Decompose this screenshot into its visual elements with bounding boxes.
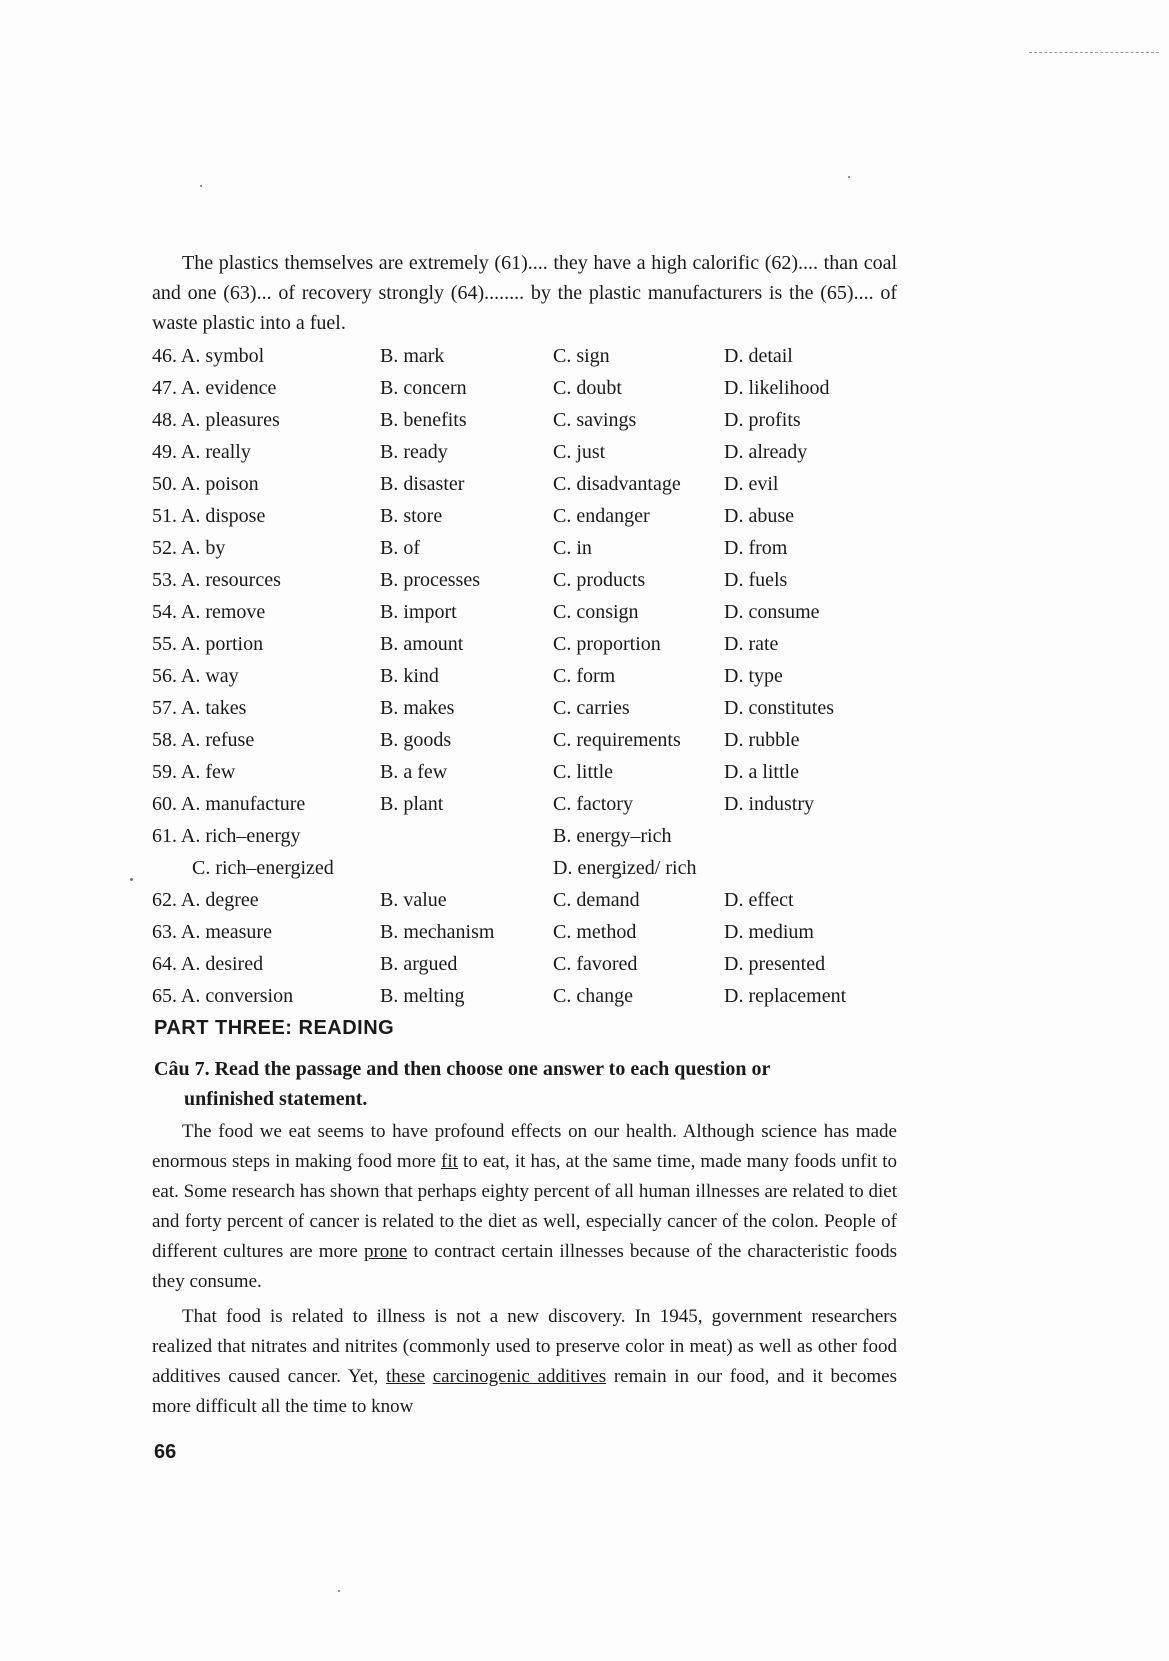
option-b: B. makes [380,697,455,719]
option-d: D. from [724,537,788,559]
option-d: D. abuse [724,505,794,527]
option-b: B. amount [380,633,464,655]
option-c: C. rich–energized [192,857,334,879]
page-number: 66 [154,1441,177,1463]
question-row-59 [152,756,912,788]
option-d: D. presented [724,953,826,975]
question-row-61 [152,820,912,852]
option-b: B. a few [380,761,448,783]
option-a: 47. A. evidence [152,377,277,399]
option-b: B. energy–rich [553,825,672,847]
option-a: 63. A. measure [152,921,272,943]
option-d: D. fuels [724,569,788,591]
answer-options [152,340,912,1012]
option-a: 48. A. pleasures [152,409,280,431]
option-b: B. value [380,889,447,911]
option-b: B. plant [380,793,444,815]
instruction-line-2: unfinished statement. [184,1088,368,1110]
instruction-line-1: Câu 7. Read the passage and then choose one answer to each question or [154,1058,771,1080]
option-b: B. melting [380,985,465,1007]
option-a: 49. A. really [152,441,251,463]
question-row-56 [152,660,912,692]
option-b: B. goods [380,729,452,751]
text-segment: to contract certain illnesses because of the characteristic foods they consume. [152,1241,897,1292]
option-a: 53. A. resources [152,569,281,591]
text-segment: The food we eat seems to have profound effects on our health. Although science has made enormous steps in making food more [152,1121,897,1172]
option-c: C. proportion [553,633,661,655]
option-c: C. carries [553,697,630,719]
underlined-word: these [385,1366,426,1387]
question-row-55 [152,628,912,660]
option-a: 52. A. by [152,537,226,559]
question-row-62 [152,884,912,916]
underlined-word: prone [363,1241,408,1262]
option-b: B. mark [380,345,445,367]
option-a: 55. A. portion [152,633,264,655]
option-d: D. energized/ rich [553,857,697,879]
intro-text: The plastics themselves are extremely (61).... they have a high calorific (62).... than coal and one (63)... of recovery strongly (64)........ by the plastic manufacturers is the (65).... of waste plastic into a fuel. [152,252,897,334]
option-c: C. change [553,985,633,1007]
option-d: D. type [724,665,783,687]
option-c: C. just [553,441,606,463]
option-c: C. little [553,761,613,783]
option-a: 59. A. few [152,761,236,783]
option-a: 51. A. dispose [152,505,266,527]
option-c: C. consign [553,601,639,623]
option-c: C. sign [553,345,610,367]
option-d: D. industry [724,793,814,815]
question-row-54 [152,596,912,628]
option-a: 57. A. takes [152,697,247,719]
option-b: B. processes [380,569,480,591]
option-c: C. method [553,921,637,943]
question-row-46 [152,340,912,372]
question-row-49 [152,436,912,468]
option-c: C. favored [553,953,638,975]
option-c: C. requirements [553,729,681,751]
option-b: B. store [380,505,443,527]
question-row-48 [152,404,912,436]
scan-speck [338,1590,340,1592]
option-a: 64. A. desired [152,953,264,975]
option-a: 56. A. way [152,665,239,687]
option-d: D. replacement [724,985,847,1007]
question-row-50 [152,468,912,500]
question-row-65 [152,980,912,1012]
option-a: 60. A. manufacture [152,793,306,815]
text-segment: remain in our food, and it becomes more difficult all the time to know [152,1366,897,1417]
text-segment: to eat, it has, at the same time, made many foods unfit to eat. Some research has shown that perhaps eighty percent of all human illnesses are related to diet and forty percent of cancer is related to the diet as well, especially cancer of the colon. People of different cultures are more [152,1151,897,1262]
option-b: B. of [380,537,420,559]
reading-paragraph-1 [152,1117,897,1297]
option-a: 58. A. refuse [152,729,255,751]
underlined-word: fit [441,1151,458,1172]
question-row-47 [152,372,912,404]
option-d: D. a little [724,761,799,783]
scan-speck [130,878,133,881]
option-d: D. effect [724,889,794,911]
scan-artifact-dots [1029,52,1159,53]
option-a: 65. A. conversion [152,985,294,1007]
question-instruction [154,1054,898,1114]
option-a: 62. A. degree [152,889,259,911]
option-a: 61. A. rich–energy [152,825,301,847]
question-row-61-cont [152,852,912,884]
part-heading: PART THREE: READING [154,1017,395,1039]
option-c: C. products [553,569,646,591]
option-c: C. doubt [553,377,622,399]
option-d: D. constitutes [724,697,834,719]
option-d: D. detail [724,345,793,367]
option-b: B. kind [380,665,439,687]
question-row-52 [152,532,912,564]
question-row-53 [152,564,912,596]
option-c: C. savings [553,409,637,431]
option-d: D. already [724,441,808,463]
option-c: C. disadvantage [553,473,681,495]
question-row-57 [152,692,912,724]
scan-speck [200,185,202,187]
option-a: 46. A. symbol [152,345,265,367]
option-b: B. mechanism [380,921,495,943]
option-a: 50. A. poison [152,473,259,495]
intro-paragraph [152,248,897,338]
option-b: B. benefits [380,409,467,431]
underlined-word: carcinogenic additives [432,1366,607,1387]
option-d: D. profits [724,409,801,431]
option-d: D. evil [724,473,779,495]
option-c: C. in [553,537,592,559]
question-row-60 [152,788,912,820]
option-a: 54. A. remove [152,601,266,623]
option-d: D. likelihood [724,377,830,399]
question-row-63 [152,916,912,948]
option-b: B. argued [380,953,458,975]
scan-speck [848,176,850,178]
text-segment: That food is related to illness is not a new discovery. In 1945, government researchers realized that nitrates and nitrites (commonly used to preserve color in meat) as well as other food additives caused cancer. Yet, [152,1306,897,1387]
text-segment [425,1366,433,1387]
option-d: D. rate [724,633,779,655]
option-c: C. demand [553,889,640,911]
option-d: D. consume [724,601,820,623]
option-d: D. rubble [724,729,800,751]
option-c: C. endanger [553,505,650,527]
option-b: B. import [380,601,457,623]
option-c: C. factory [553,793,633,815]
question-row-51 [152,500,912,532]
option-b: B. ready [380,441,448,463]
question-row-58 [152,724,912,756]
option-d: D. medium [724,921,814,943]
option-b: B. concern [380,377,467,399]
option-c: C. form [553,665,616,687]
option-b: B. disaster [380,473,465,495]
question-row-64 [152,948,912,980]
reading-paragraph-2 [152,1302,897,1422]
